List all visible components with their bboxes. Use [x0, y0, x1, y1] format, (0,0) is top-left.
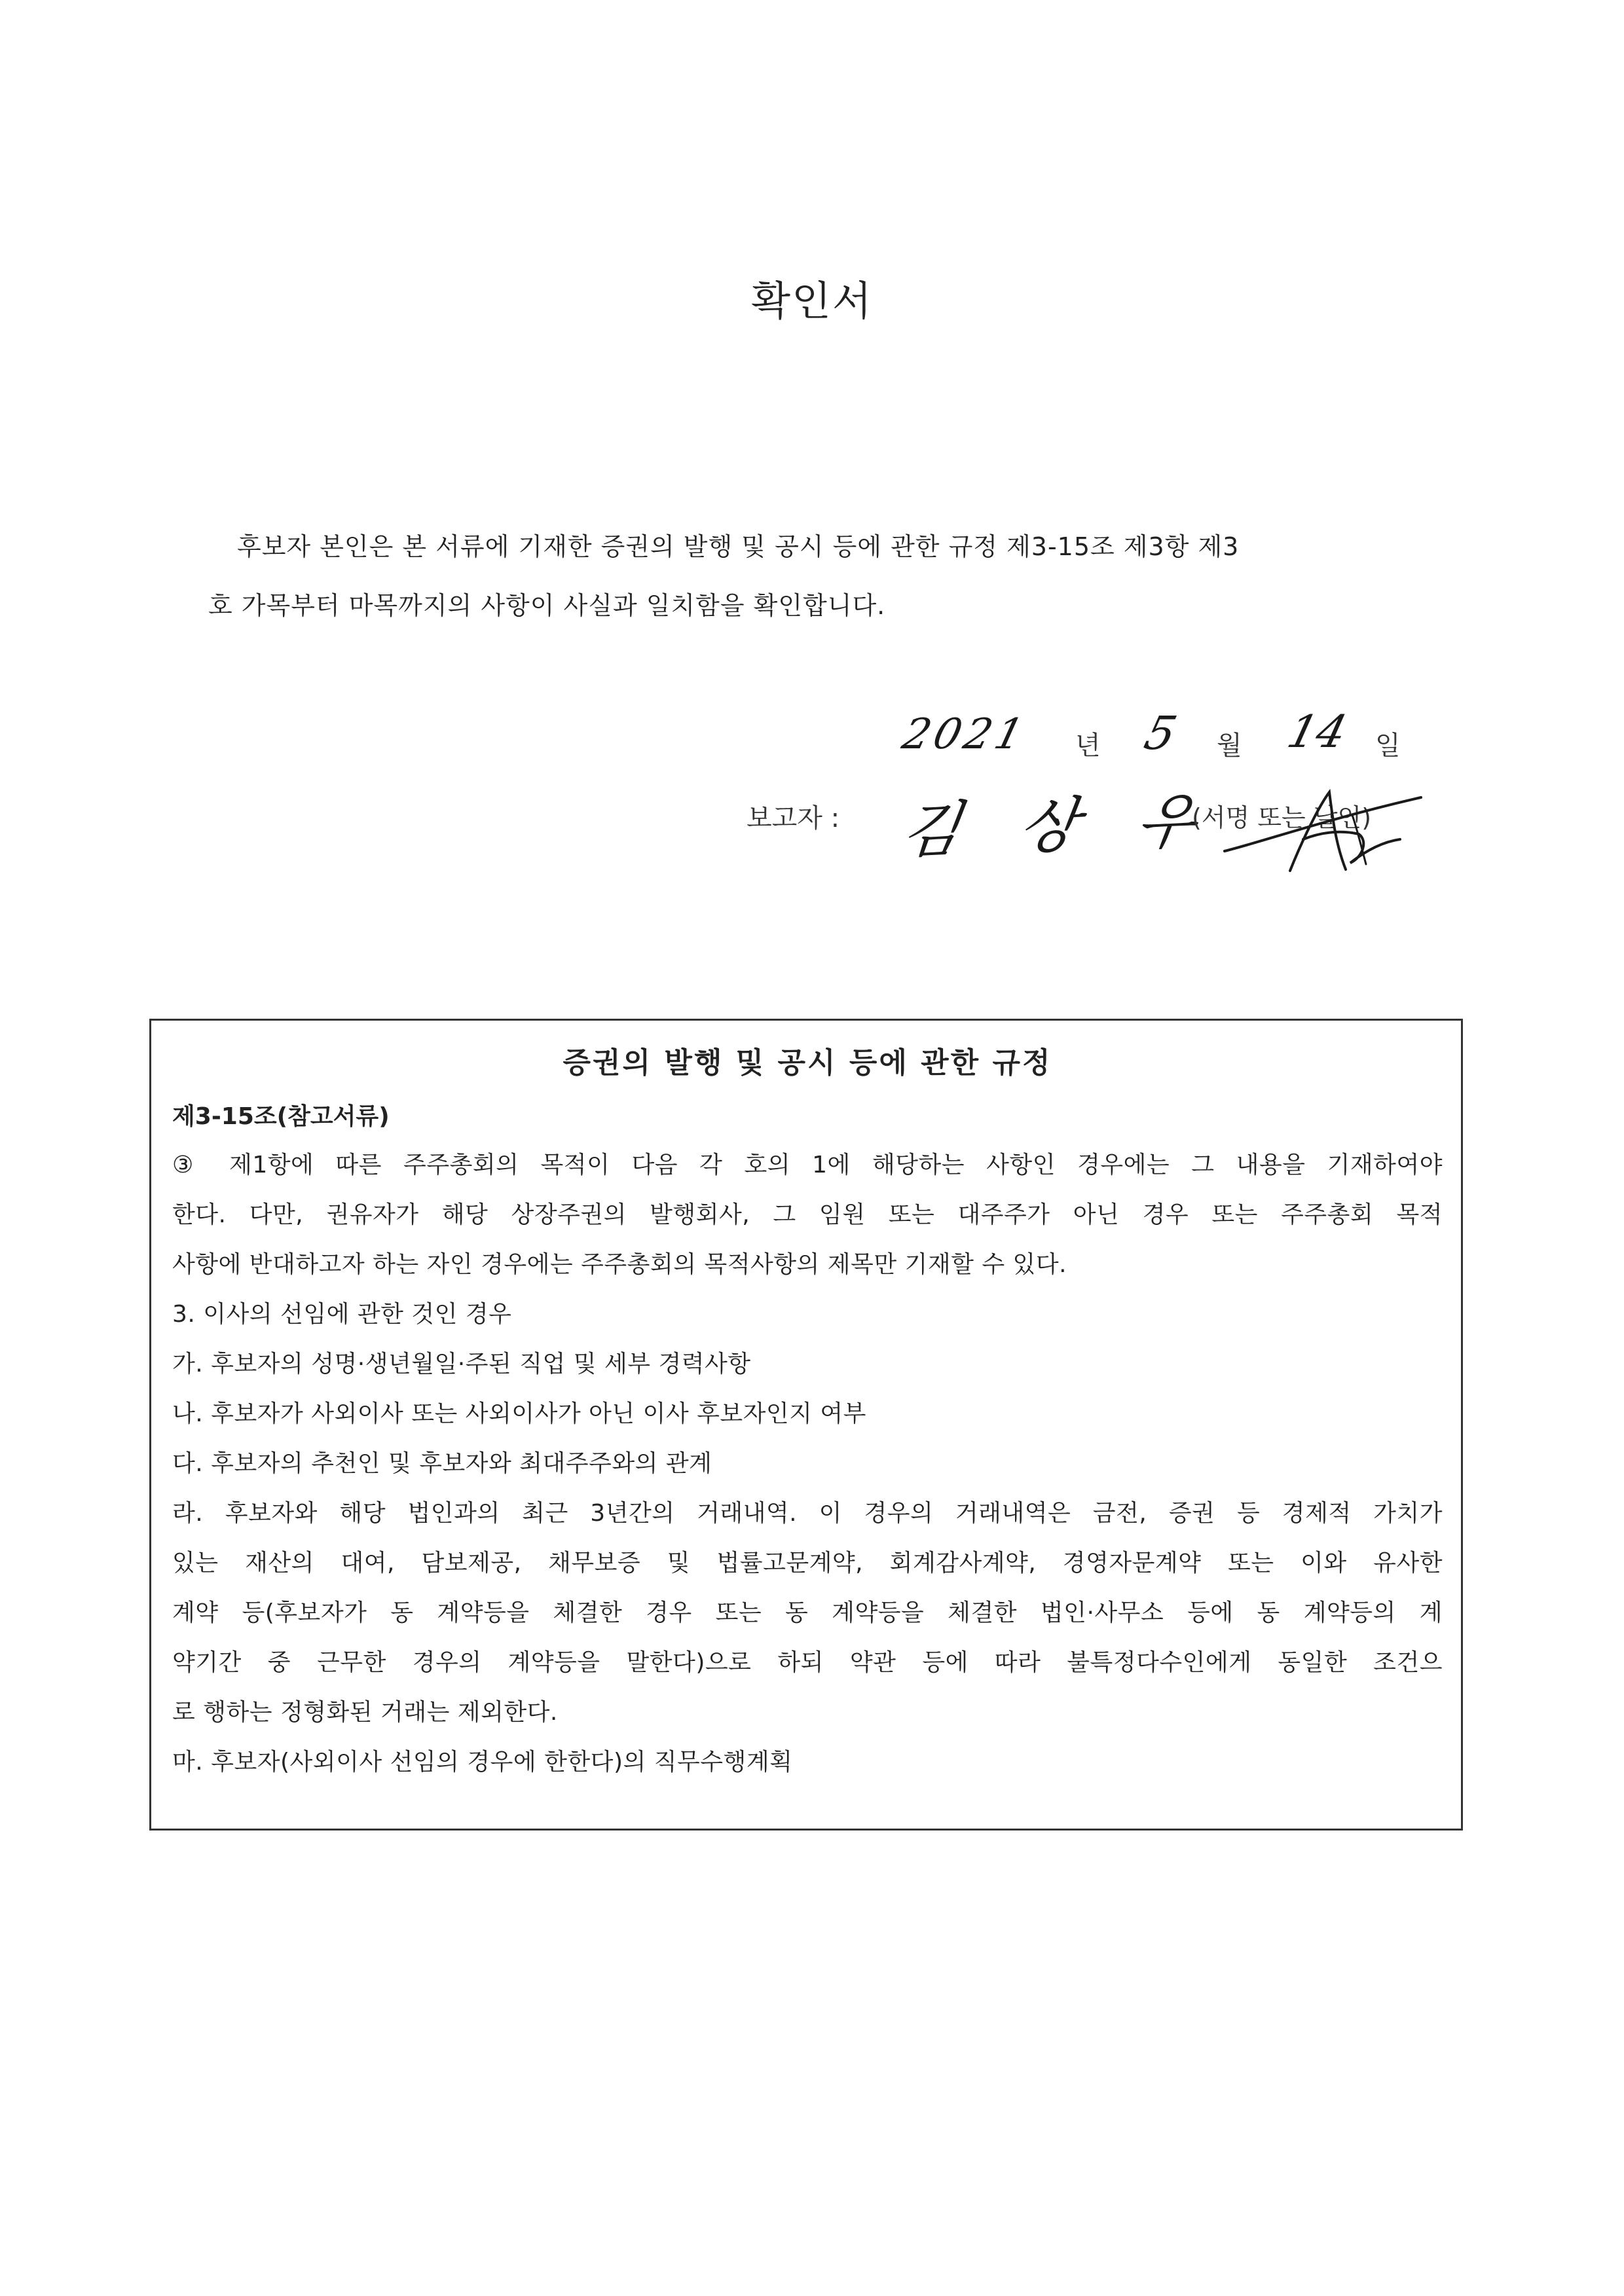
regulation-box: [149, 1019, 1463, 1831]
regulation-line: 로 행하는 정형화된 거래는 제외한다.: [172, 1699, 558, 1726]
regulation-line: 가. 후보자의 성명·생년월일·주된 직업 및 세부 경력사항: [172, 1351, 751, 1377]
regulation-title: 증권의 발행 및 공시 등에 관한 규정: [563, 1046, 1052, 1080]
regulation-line: 나. 후보자가 사외이사 또는 사외이사가 아닌 이사 후보자인지 여부: [172, 1400, 866, 1427]
reporter-row: [747, 786, 1467, 917]
regulation-line: 계약 등(후보자가 동 계약등을 체결한 경우 또는 동 계약등을 체결한 법인·사무소 등에 동 계약등의 계: [172, 1599, 1443, 1626]
reporter-label: 보고자 :: [747, 803, 840, 833]
sign-note: (서명 또는 날인): [1192, 803, 1372, 832]
statement-line-1: 후보자 본인은 본 서류에 기재한 증권의 발행 및 공시 등에 관한 규정 제3-15조 제3항 제3: [237, 532, 1240, 561]
date-year-handwritten: 2021: [897, 710, 1033, 759]
regulation-line: 다. 후보자의 추천인 및 후보자와 최대주주와의 관계: [172, 1450, 712, 1477]
date-row: [897, 706, 1428, 782]
regulation-line: 사항에 반대하고자 하는 자인 경우에는 주주총회의 목적사항의 제목만 기재할 수 있다.: [172, 1251, 1067, 1278]
regulation-line: 한다. 다만, 권유자가 해당 상장주권의 발행회사, 그 임원 또는 대주주가 아닌 경우 또는 주주총회 목적: [172, 1201, 1443, 1228]
regulation-line: 라. 후보자와 해당 법인과의 최근 3년간의 거래내역. 이 경우의 거래내역은 금전, 증권 등 경제적 가치가: [172, 1500, 1443, 1527]
confirmation-statement: [208, 517, 1420, 635]
signature-stroke-1: [1225, 797, 1421, 851]
regulation-line: 약기간 중 근무한 경우의 계약등을 말한다)으로 하되 약관 등에 따라 불특정다수인에게 동일한 조건으: [172, 1649, 1443, 1676]
statement-line-2: 호 가목부터 마목까지의 사항이 사실과 일치함을 확인합니다.: [208, 591, 886, 620]
regulation-line: 있는 재산의 대여, 담보제공, 채무보증 및 법률고문계약, 회계감사계약, 경영자문계약 또는 이와 유사한: [172, 1550, 1443, 1576]
date-month-handwritten: 5: [1139, 706, 1182, 760]
regulation-line: 3. 이사의 선임에 관한 것인 경우: [172, 1301, 512, 1328]
reporter-name-handwritten: 김 상 우: [897, 785, 1220, 867]
date-day-label: 일: [1375, 731, 1401, 761]
regulation-line: 마. 후보자(사외이사 선임의 경우에 한한다)의 직무수행계획: [172, 1749, 793, 1776]
regulation-article-heading: 제3-15조(참고서류): [172, 1103, 390, 1130]
signature-mark: [1205, 779, 1428, 884]
date-day-handwritten: 14: [1282, 706, 1352, 758]
date-month-label: 월: [1217, 731, 1242, 761]
document-title: 확인서: [751, 277, 873, 325]
regulation-line: ③ 제1항에 따른 주주총회의 목적이 다음 각 호의 1에 해당하는 사항인 경우에는 그 내용을 기재하여야: [172, 1152, 1443, 1178]
date-year-label: 년: [1075, 731, 1101, 761]
signature-stroke-3: [1303, 832, 1400, 863]
